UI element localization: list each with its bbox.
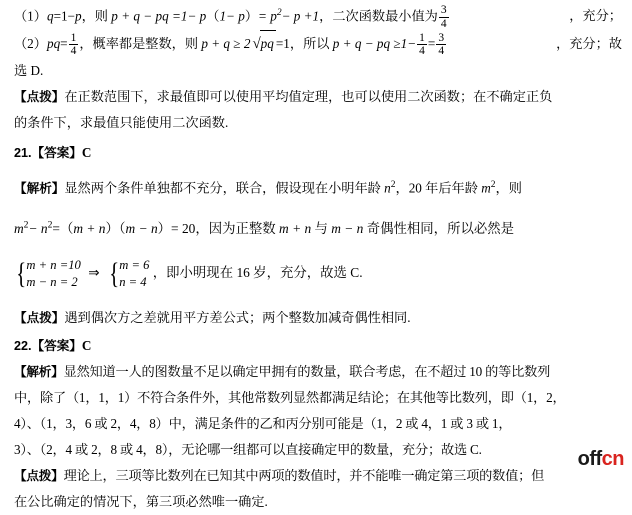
analysis-label-21: 【解析】 [14,181,65,196]
system-right-rows [119,257,149,291]
text-line-2 [0,30,632,58]
math-m-plus-n-2: m + n [279,220,312,236]
tip-text-21: 遇到偶次方之差就用平方差公式；两个整数加减奇偶性相同. [64,309,411,325]
math-var-p: p [75,8,82,24]
math-expr-2: 1− p [219,8,245,24]
frac-den-4: 4 [438,45,445,58]
tip-label-1: 【点拨】 [14,89,65,104]
conj-so: ，所以 [289,36,330,52]
q22-tip-line-2 [0,489,632,515]
frac-den-3: 4 [419,45,425,58]
exp-2c: 2 [490,179,496,190]
exp-2e: 2 [47,219,53,231]
fraction-3-4 [439,4,449,30]
line1-suffix: ，充分； [569,8,622,24]
analysis-text-21a: 显然两个条件单独都不充分，联合，假设现在小明年龄 [64,180,381,196]
logo-off-text: off [577,448,602,470]
left-brace-2: { [108,256,120,290]
paren-open-2: （ [59,220,74,236]
math-expr-4: − p +1 [281,8,320,24]
q22-analysis-line-4 [0,437,632,463]
exp-2d: 2 [23,219,29,231]
math-expr-3: = p [258,8,277,24]
math-eq-3: =1 [275,36,290,52]
math-eq-4: = [427,36,436,52]
math-var-q: q [46,8,54,24]
analysis-text-21e: 奇偶性相同，所以必然是 [366,220,515,236]
question-21-analysis [0,166,632,201]
q22-tip-content-1 [14,463,544,489]
exp-2a: 2 [276,8,282,18]
tip-text-1b: 的条件下，求最值只能使用二次函数. [14,114,229,130]
math-equals-20: = 20 [171,220,196,236]
offcn-logo [578,448,624,471]
math-m: m [14,220,24,236]
text-line-4 [0,84,632,110]
system-right [107,257,150,291]
math-var-m: m [481,180,491,196]
analysis-text-22c: 4）、（1，3，6 或 2，4，8）中，满足条件的乙和丙分别可能是（1，2 或 4，1 或 3 或 1， [14,415,512,431]
text-line-5 [0,110,632,136]
answer-value-22: C [81,337,92,353]
analysis-label-22: 【解析】 [14,364,64,379]
frac-num-3: 1 [419,32,425,45]
math-expr-1: p + q − pq =1− p [111,8,207,24]
frac-num: 3 [440,4,447,17]
q21-system-block [0,249,632,299]
item-label-1: （1） [14,8,47,24]
math-m-minus-n: m − n [125,220,158,236]
math-minus-n: − n [28,220,48,236]
text-prob-int: ，概率都是整数，则 [79,36,199,52]
math-var-pq: pq [46,36,61,52]
frac-num-2: 1 [70,32,77,45]
line2-suffix: ，充分；故 [556,36,622,52]
fraction-1-4 [69,32,79,58]
answer-choice-d: 选 D. [14,62,44,78]
math-eq-2: = [60,36,68,52]
question-number-22: 22. [14,338,32,353]
system-sol-1: m = 6 [119,257,150,272]
q21-equation-line [0,201,632,248]
paren-open-1: （ [206,8,220,24]
conj-then-1: ，则 [81,8,108,24]
line1-content [14,0,450,30]
system-eq-2: m − n = 2 [26,274,78,289]
implies-arrow: ⇒ [88,264,100,280]
system-left [14,257,81,291]
fraction-1-4b [417,32,427,58]
tip-text-22a: 理论上，三项等比数列在已知其中两项的数值时，并不能唯一确定第三项的数值；但 [63,467,545,483]
q22-analysis-line-2 [0,385,632,411]
exp-2b: 2 [390,179,396,190]
item-label-2: （2） [14,36,47,52]
paren-close-3: ） [157,220,172,236]
fraction-3-4b [436,32,446,58]
radical-sign: √ [252,36,261,53]
q22-tip-line-1 [0,463,632,489]
tip-text-1: 在正数范围下，求最值即可以使用平均值定理，也可以使用二次函数；在不确定正负 [64,88,553,104]
analysis-text-22b: 中，除了（1，1，1）不符合条件外，其他常数列显然都满足结论；在其他等比数列，即（1，2， [14,389,566,405]
line2-content [14,30,447,58]
math-var-n: n [384,180,391,196]
text-line-1 [0,0,632,30]
paren-close-2: ） [105,220,119,236]
answer-label-21: 【答案】 [31,145,82,160]
system-sol-2: n = 4 [119,274,147,289]
left-brace-1: { [16,256,27,290]
frac-num-4: 3 [438,32,445,45]
analysis-text-22a: 显然知道一人的图数量不足以确定甲拥有的数量，联合考虑，在不超过 10 的等比数列 [63,363,551,379]
frac-den: 4 [440,17,447,30]
q21-analysis-content [14,172,522,201]
tip-text-22b: 在公比确定的情况下，第三项必然唯一确定. [14,493,268,509]
line4-content [14,84,552,110]
tip-label-22: 【点拨】 [14,468,64,483]
q21-tip-line [0,299,632,331]
system-eq-1: m + n =10 [26,257,81,272]
system-left-rows [26,257,80,291]
frac-den-2: 4 [70,45,77,58]
text-line-3 [0,58,632,84]
math-m-plus-n: m + n [73,220,106,236]
question-22-answer [0,331,632,359]
q21-conclusion: ，即小明现在 16 岁，充分，故选 C. [152,264,363,280]
q21-equation-content [14,221,514,236]
analysis-text-22d: 3）、（2，4 或 2，8 或 4，8），无论哪一组都可以直接确定甲的数量，充分；故选 C. [14,441,482,457]
sqrt-pq [250,30,275,57]
analysis-text-21b: ，20 年后年龄 [395,180,478,196]
math-m-minus-n-2: m − n [331,220,364,236]
math-ineq-1: p + q ≥ 2 [201,36,251,52]
logo-cn-text: cn [601,448,624,470]
conj-and: 与 [314,220,328,236]
q22-analysis-line-3 [0,411,632,437]
question-21-answer [0,136,632,166]
question-number-21: 21. [14,145,32,160]
answer-value-21: C [81,144,92,160]
sqrt-body: pq [260,30,276,57]
paren-close-1: ） [244,8,259,24]
math-equals-5: = [52,220,60,236]
q22-analysis-content-1 [14,359,550,385]
text-min-value: ，二次函数最小值为 [319,8,438,24]
analysis-text-21d: ，因为正整数 [195,220,276,236]
answer-label-22: 【答案】 [31,338,82,353]
q22-analysis-line-1 [0,359,632,385]
math-eq-1: =1− [53,8,76,24]
analysis-text-21c: ，则 [495,180,522,196]
tip-label-21: 【点拨】 [14,310,65,325]
paren-open-3: （ [118,220,126,236]
math-ineq-2: p + q − pq ≥1− [332,36,417,52]
